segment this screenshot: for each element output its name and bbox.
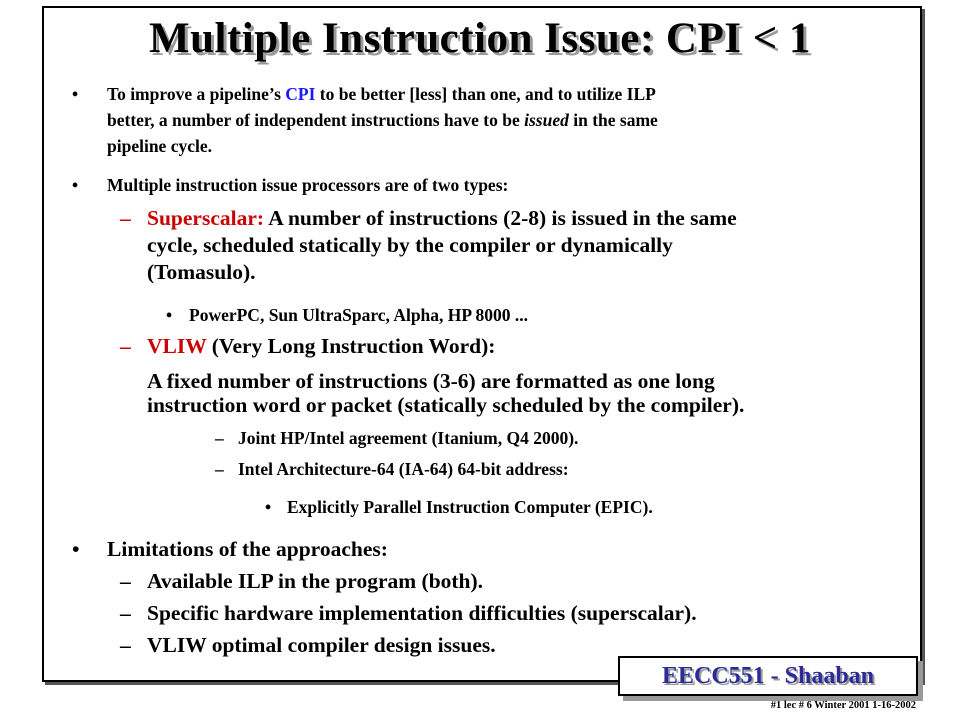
limitation-3: VLIW optimal compiler design issues. bbox=[147, 633, 496, 657]
superscalar-line-3: (Tomasulo). bbox=[147, 260, 256, 284]
vliw-sub-2-dash: – bbox=[215, 459, 224, 479]
vliw-sub-1: Joint HP/Intel agreement (Itanium, Q4 2000). bbox=[238, 428, 579, 448]
slide-title: Multiple Instruction Issue: CPI < 1 bbox=[149, 15, 811, 62]
bullet-2-marker: • bbox=[72, 175, 79, 195]
superscalar-text-1: A number of instructions (2-8) is issued in the same bbox=[264, 206, 737, 230]
slide-footer: #1 lec # 6 Winter 2001 1-16-2002 bbox=[770, 700, 916, 711]
vliw-sub-3-bullet: • bbox=[265, 497, 272, 517]
vliw-line-1: A fixed number of instructions (3-6) are formatted as one long bbox=[147, 369, 715, 393]
bullet-1-marker: • bbox=[72, 84, 79, 104]
vliw-heading bbox=[147, 333, 495, 360]
superscalar-line-1 bbox=[147, 205, 737, 232]
superscalar-label: Superscalar: bbox=[147, 206, 265, 230]
bullet-1-text-b: to be better [less] than one, and to utilize ILP bbox=[315, 84, 656, 104]
vliw-sub-2: Intel Architecture-64 (IA-64) 64-bit address: bbox=[238, 459, 569, 479]
vliw-sub-1-dash: – bbox=[215, 428, 224, 448]
cpi-term: CPI bbox=[285, 84, 316, 104]
vliw-sub-3: Explicitly Parallel Instruction Computer (EPIC). bbox=[287, 497, 653, 517]
vliw-label: VLIW bbox=[147, 334, 207, 358]
superscalar-examples: PowerPC, Sun UltraSparc, Alpha, HP 8000 ... bbox=[189, 305, 529, 325]
bullet-1-text-c: better, a number of independent instructions have to be bbox=[107, 110, 525, 130]
limitation-2: Specific hardware implementation difficulties (superscalar). bbox=[147, 601, 697, 625]
vliw-expansion: (Very Long Instruction Word): bbox=[206, 334, 496, 358]
bullet-1-line-1 bbox=[107, 81, 656, 107]
limitation-1: Available ILP in the program (both). bbox=[147, 569, 484, 593]
course-logo-box: EECC551 - Shaaban bbox=[618, 656, 918, 696]
limitation-1-dash: – bbox=[120, 569, 131, 593]
limitation-2-dash: – bbox=[120, 601, 131, 625]
bullet-1-text-d: in the same bbox=[568, 110, 658, 130]
bullet-2-text: Multiple instruction issue processors are of two types: bbox=[107, 175, 509, 195]
bullet-1-line-3: pipeline cycle. bbox=[107, 136, 212, 156]
vliw-line-2: instruction word or packet (statically scheduled by the compiler). bbox=[147, 393, 745, 417]
limitation-3-dash: – bbox=[120, 633, 131, 657]
bullet-1-text-a: To improve a pipeline’s bbox=[107, 84, 286, 104]
bullet-1-line-2 bbox=[107, 107, 658, 133]
limitations-marker: • bbox=[72, 537, 80, 561]
limitations-heading: Limitations of the approaches: bbox=[107, 537, 388, 561]
superscalar-line-2: cycle, scheduled statically by the compiler or dynamically bbox=[147, 233, 673, 257]
vliw-dash: – bbox=[120, 334, 131, 358]
issued-term: issued bbox=[524, 110, 569, 130]
superscalar-dash: – bbox=[120, 206, 131, 230]
superscalar-sub-bullet: • bbox=[166, 305, 173, 325]
